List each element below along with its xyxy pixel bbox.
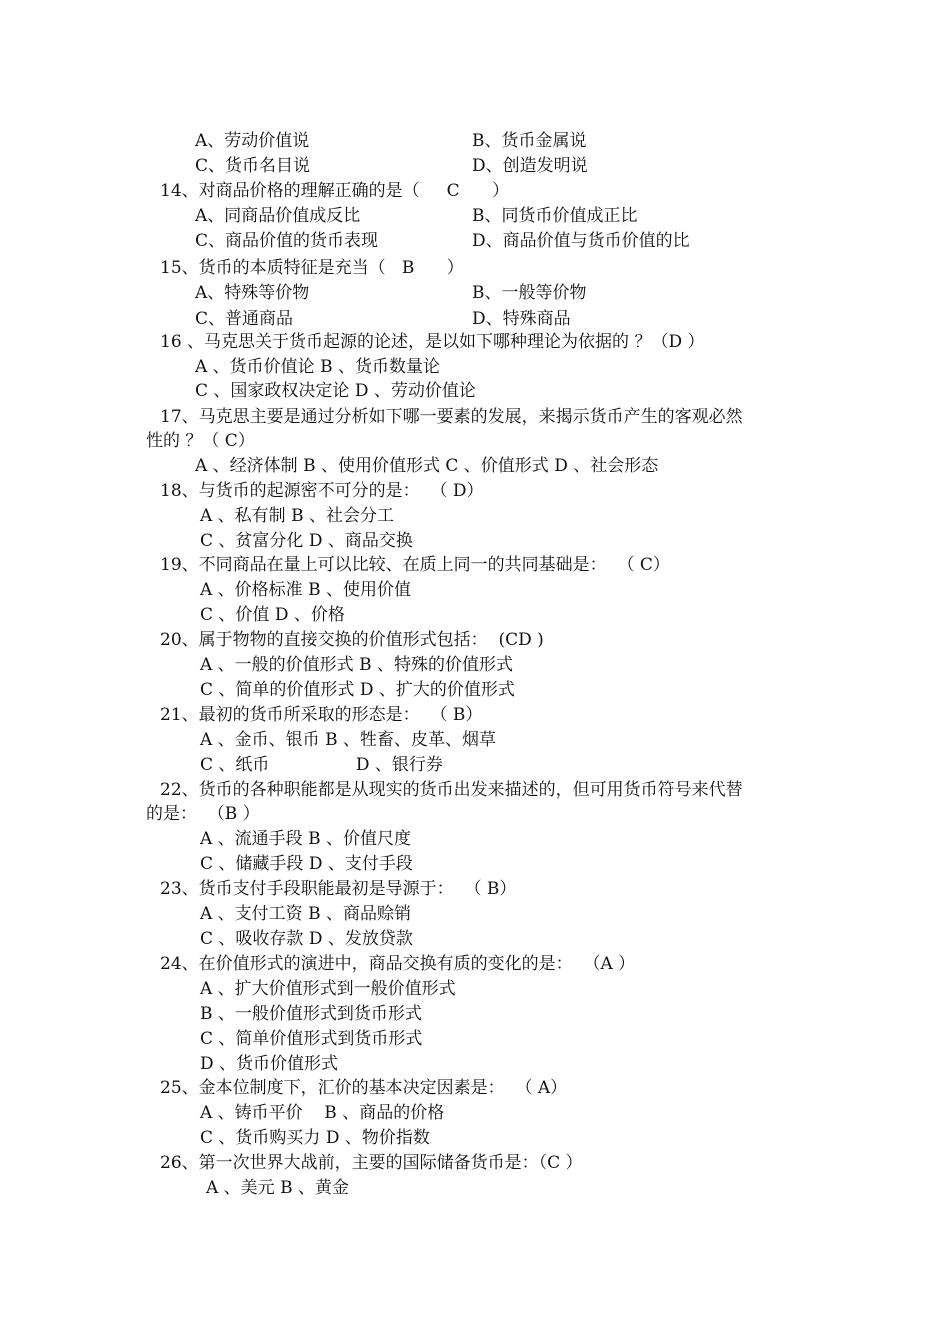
text-line: A 、经济体制 B 、使用价值形式 C 、价值形式 D 、社会形态	[195, 456, 659, 476]
text-line: A 、扩大价值形式到一般价值形式	[200, 979, 456, 999]
text-line: D、特殊商品	[472, 309, 571, 329]
text-line: A 、价格标准 B 、使用价值	[200, 580, 411, 600]
text-line: C 、纸币 D 、银行券	[200, 755, 443, 775]
text-line: C 、吸收存款 D 、发放贷款	[200, 929, 413, 949]
text-line: 25、金本位制度下，汇价的基本决定因素是： （ A）	[160, 1078, 568, 1098]
text-line: C 、储藏手段 D 、支付手段	[200, 854, 413, 874]
text-line: 20、属于物物的直接交换的价值形式包括： (CD )	[160, 630, 544, 650]
text-line: 24、在价值形式的演进中，商品交换有质的变化的是： （A ）	[160, 954, 636, 974]
text-line: 18、与货币的起源密不可分的是： （ D）	[160, 481, 484, 501]
text-line: C 、货币购买力 D 、物价指数	[200, 1128, 430, 1148]
text-line: C、普通商品	[195, 309, 294, 329]
text-line: 14、对商品价格的理解正确的是（ C ）	[160, 181, 510, 201]
text-line: 21、最初的货币所采取的形态是： （ B）	[160, 705, 483, 725]
text-line: 性的 ？（ C）	[146, 431, 255, 451]
text-line: A、同商品价值成反比	[195, 206, 361, 226]
text-line: 15、货币的本质特征是充当（ B ）	[160, 258, 464, 278]
text-line: A、特殊等价物	[195, 283, 310, 303]
text-line: C 、价值 D 、价格	[200, 605, 345, 625]
text-line: A 、支付工资 B 、商品赊销	[200, 904, 411, 924]
text-line: A 、金币、银币 B 、牲畜、皮革、烟草	[200, 730, 496, 750]
text-line: 26、第一次世界大战前，主要的国际储备货币是：（C ）	[160, 1153, 583, 1173]
text-line: 16 、马克思关于货币起源的论述，是以如下哪种理论为依据的 ？（D ）	[160, 332, 705, 352]
text-line: A 、一般的价值形式 B 、特殊的价值形式	[200, 655, 513, 675]
text-line: A 、铸币平价 B 、商品的价格	[200, 1103, 445, 1123]
text-line: C 、国家政权决定论 D 、劳动价值论	[195, 381, 476, 401]
text-line: C 、简单价值形式到货币形式	[200, 1029, 423, 1049]
text-line: A 、美元 B 、黄金	[206, 1178, 349, 1198]
text-line: A、劳动价值说	[195, 131, 310, 151]
text-line: 23、货币支付手段职能最初是导源于： （ B）	[160, 879, 517, 899]
text-line: D、创造发明说	[472, 156, 588, 176]
text-line: C 、贫富分化 D 、商品交换	[200, 531, 413, 551]
text-line: B、货币金属说	[472, 131, 587, 151]
text-line: A 、流通手段 B 、价值尺度	[200, 829, 411, 849]
text-line: 19、不同商品在量上可以比较、在质上同一的共同基础是： （ C）	[160, 555, 670, 575]
text-line: D 、货币价值形式	[200, 1054, 339, 1074]
text-line: C、货币名目说	[195, 156, 311, 176]
text-line: B 、一般价值形式到货币形式	[200, 1004, 422, 1024]
text-line: 17、马克思主要是通过分析如下哪一要素的发展，来揭示货币产生的客观必然	[160, 407, 743, 427]
text-line: C、商品价值的货币表现	[195, 231, 379, 251]
text-line: C 、简单的价值形式 D 、扩大的价值形式	[200, 680, 515, 700]
text-line: 22、货币的各种职能都是从现实的货币出发来描述的，但可用货币符号来代替	[160, 780, 743, 800]
text-line: A 、货币价值论 B 、货币数量论	[195, 357, 440, 377]
text-line: B、一般等价物	[472, 283, 587, 303]
text-line: D、商品价值与货币价值的比	[472, 231, 690, 251]
text-line: B、同货币价值成正比	[472, 206, 638, 226]
text-line: 的是： （B ）	[146, 804, 260, 824]
text-line: A 、私有制 B 、社会分工	[200, 506, 394, 526]
